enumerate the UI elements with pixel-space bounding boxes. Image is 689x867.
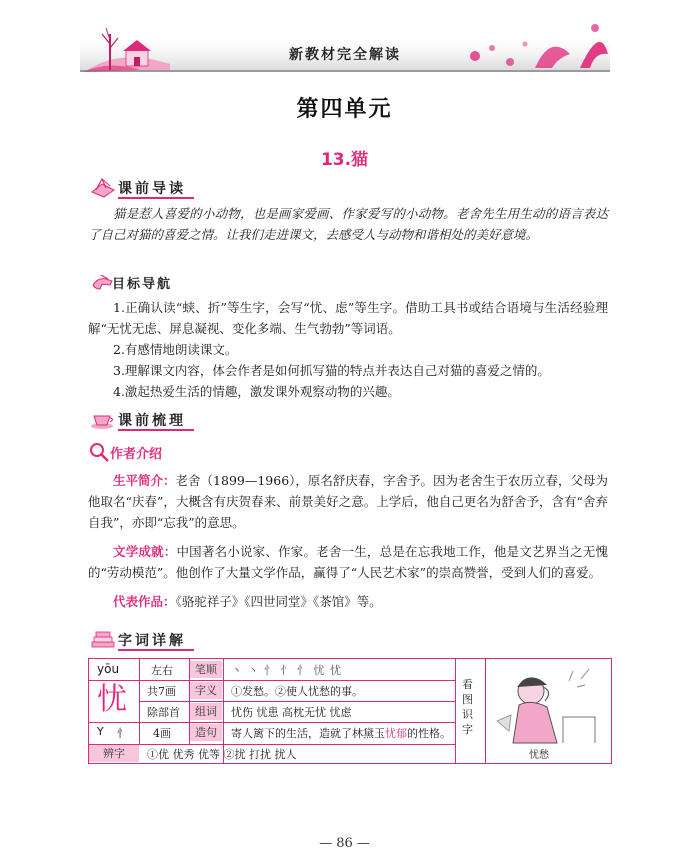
strokes-count: 共7画 — [147, 685, 176, 698]
grid-line — [455, 659, 456, 763]
works-label: 代表作品： — [113, 594, 176, 609]
tag-group: 组词 — [190, 703, 222, 720]
word-group: 忧伤 忧患 高枕无忧 忧虑 — [231, 706, 352, 719]
preview-paragraph — [88, 203, 608, 245]
header-title: 新教材完全解读 — [289, 47, 401, 63]
section-sorting-heading — [90, 408, 230, 432]
unit-title: 第四单元 — [296, 96, 393, 122]
index-letter: Y — [97, 725, 104, 738]
hand-icon — [90, 271, 114, 293]
grid-line — [139, 701, 455, 702]
grid-line — [139, 722, 455, 723]
bio-text: 老舍（1899—1966），原名舒庆春，字舍予。因为老舍生于农历立春，父母为他取名“庆春”，大概含有庆贺春来、前景美好之意。上学后，他自己更名为舒舍予，含有“舍弃自我”，亦即“忘我”的意思。 — [88, 473, 608, 530]
sentence-highlight: 忧郁 — [385, 727, 407, 740]
author-heading — [88, 441, 208, 463]
stroke-order: 丶 丶 忄 忄 忄 忧 忧 — [231, 664, 342, 677]
grid-line — [89, 744, 455, 745]
meaning: ①发愁。②使人忧愁的事。 — [231, 685, 363, 698]
house-illustration — [82, 28, 170, 72]
section-label: 目标导航 — [112, 277, 173, 292]
author-content — [88, 470, 608, 612]
sentence-post: 的性格。 — [407, 727, 451, 740]
section-goals-heading — [90, 271, 230, 295]
word-detail-table — [88, 658, 612, 764]
character: 忧 — [97, 682, 127, 717]
goal-item: 4.激起热爱生活的情趣，激发课外观察动物的兴趣。 — [113, 384, 400, 399]
radical-label: 除部首 — [147, 706, 180, 719]
section-preview-heading — [90, 176, 230, 200]
author-works — [88, 591, 608, 612]
distinguish-text: ①优 优秀 优等 ②扰 打扰 扰人 — [147, 748, 297, 761]
swirl-decoration — [470, 24, 608, 68]
radical-mark: 忄 — [117, 727, 128, 740]
structure: 左右 — [151, 664, 173, 677]
pic-caption: 忧愁 — [529, 750, 549, 761]
grid-line — [485, 659, 486, 763]
section-words-heading — [90, 628, 230, 652]
tag-meaning: 字义 — [190, 682, 222, 699]
teacup-icon — [90, 408, 116, 430]
achievement-label: 文学成就： — [113, 544, 177, 559]
page-number: — 86 — — [319, 836, 370, 851]
section-label: 课前导读 — [118, 181, 186, 197]
magnifier-icon — [88, 441, 110, 463]
radical-strokes: 4画 — [153, 727, 171, 740]
bio-label: 生平简介： — [113, 473, 176, 488]
worried-person-illustration — [491, 661, 606, 745]
pic-label: 看图识字 — [462, 678, 473, 736]
section-underline — [118, 197, 194, 199]
books-stack-icon — [90, 628, 116, 650]
section-label: 字词详解 — [118, 633, 186, 649]
author-heading-label: 作者介绍 — [110, 447, 163, 462]
preview-text: 猫是惹人喜爱的小动物，也是画家爱画、作家爱写的小动物。老舍先生用生动的语言表达了自己对猫的喜爱之情。让我们走进课文，去感受人与动物和谐相处的美好意境。 — [88, 206, 608, 242]
lesson-title: 13.猫 — [320, 150, 369, 170]
tag-sentence: 造句 — [190, 724, 222, 741]
author-achievement — [88, 541, 608, 583]
goal-item: 3.理解课文内容，体会作者是如何抓写猫的特点并表达自己对猫的喜爱之情的。 — [113, 363, 550, 378]
example-sentence — [231, 725, 451, 741]
works-text: 《骆驼祥子》《四世同堂》《茶馆》等。 — [175, 594, 382, 609]
grid-line — [89, 722, 139, 723]
tag-distinguish: 辨字 — [89, 745, 139, 762]
pinyin: yōu — [97, 662, 120, 676]
book-icon — [90, 176, 116, 198]
sentence-pre: 寄人篱下的生活，造就了林黛玉 — [231, 727, 385, 740]
achievement-text: 中国著名小说家、作家。老舍一生，总是在忘我地工作，他是文艺界当之无愧的“劳动模范”。他创作了大量文学作品，赢得了“人民艺术家”的崇高赞誉，受到人们的喜爱。 — [88, 544, 608, 580]
section-label: 课前梳理 — [118, 413, 186, 429]
section-underline — [118, 649, 194, 651]
goal-item: 2.有感情地朗读课文。 — [113, 342, 238, 357]
goal-item: 1.正确认读“蛱、折”等生字，会写“忧、虑”等生字。借助工具书或结合语境与生活经验理解“无忧无虑、屏息凝视、变化多端、生气勃勃”等词语。 — [88, 300, 608, 336]
author-bio — [88, 470, 608, 533]
tag-order: 笔顺 — [190, 661, 222, 678]
section-underline — [118, 429, 194, 431]
grid-line — [139, 680, 455, 681]
goals-list — [88, 297, 608, 402]
